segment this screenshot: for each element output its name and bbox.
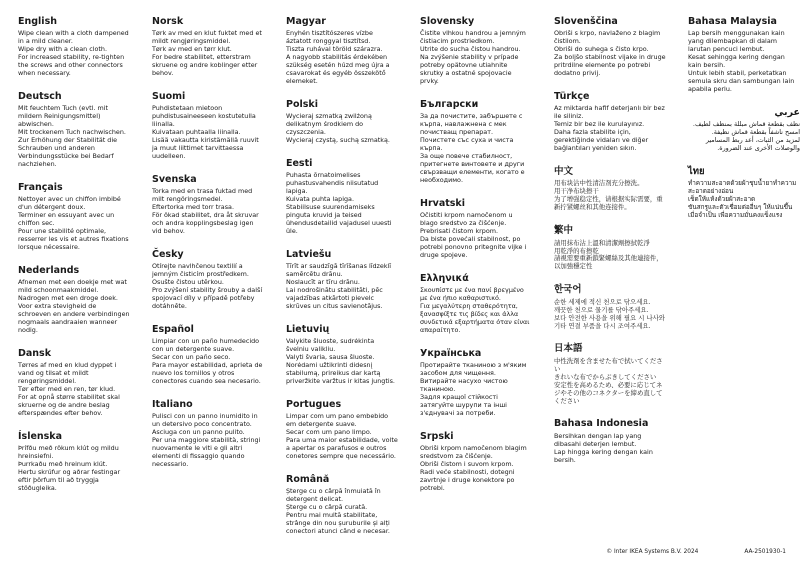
care-instruction-text: For bedre stabilitet, etterstram skruene og andre koblinger etter behov. (152, 53, 258, 78)
care-instruction-text: Șterge cu o cârpă curată. (286, 503, 368, 512)
language-heading-turkce: Türkçe (554, 91, 590, 103)
language-section-francais (18, 182, 130, 252)
language-heading-italiano: Italiano (152, 399, 193, 411)
language-section-english (18, 16, 130, 78)
care-instruction-text: Lap bersih menggunakan kain yang dilembapkan di dalam larutan pencuci lembut. (688, 29, 785, 54)
language-section-turkce (554, 91, 666, 153)
language-section-thai (688, 166, 800, 220)
language-section-arabic (688, 107, 800, 153)
care-instruction-text: Lisää vakautta kiristämällä ruuvit ja muut liittimet tarvittaessa uudelleen. (152, 136, 259, 161)
care-instruction-text: Σκουπίστε με ένα πανί βρεγμένο με ένα ήπιο καθαριστικό. (420, 286, 524, 303)
language-section-korean (554, 284, 666, 330)
care-instruction-text: Limpiar con un paño humedecido con un detergente suave. (152, 337, 260, 354)
care-instruction-text: Tørres af med en klud dyppet i vand og tilsat et mildt rengøringsmiddel. (18, 361, 117, 386)
care-instruction-text: Tiszta ruhával töröld szárazra. (286, 45, 383, 54)
care-instruction-text: Valykite šluoste, sudrėkinta švelniu valikliu. (286, 337, 375, 354)
care-instruction-text: Untuk lebih stabil, perketatkan semula skru dan sambungan lain apabila perlu. (688, 69, 795, 93)
language-section-bulgarski (420, 99, 532, 185)
language-section-suomi (152, 91, 264, 161)
care-instruction-text: Þurrkaðu með hreinum klút. (18, 460, 108, 469)
care-instruction-text: Wipe dry with a clean cloth. (18, 45, 108, 54)
language-heading-ellinika: Ελληνικά (420, 272, 469, 284)
care-instruction-text: Wycieraj szmatką zwilżoną delikatnym środkiem do czyszczenia. (286, 112, 372, 137)
language-section-norsk (152, 16, 264, 78)
language-section-bahasa-malaysia (688, 16, 800, 94)
language-section-polski (286, 99, 398, 145)
care-instruction-text: Lai nodrošinātu stabilitāti, pēc vajadzības atkārtoti pievelc skrūves un citus savienotājus. (286, 286, 383, 311)
care-instruction-text: ทำความสะอาดด้วยผ้าชุบน้ำยาทำความสะอาดอย่างอ่อน (688, 179, 797, 196)
care-instruction-text: Pro zvýšení stability šrouby a další spojovací díly v případě potřeby dotáhněte. (152, 286, 263, 311)
care-instruction-text: Wipe clean with a cloth dampened in a mild cleaner. (18, 29, 129, 46)
care-instruction-text: Mit feuchtem Tuch (evtl. mit mildem Reinigungsmittel) abwischen. (18, 104, 108, 129)
care-instruction-text: Terminer en essuyant avec un chiffon sec. (18, 211, 115, 228)
language-heading-polski: Polski (286, 98, 318, 110)
care-instruction-text: 安定性を高めるため、必要に応じてネジやその他のコネクターを締め直してください (554, 380, 663, 405)
language-section-bahasa-indonesia (554, 418, 666, 464)
care-instruction-text: Pour une stabilité optimale, resserrer les vis et autres fixations lorsque nécessaire. (18, 227, 129, 251)
document-number: AA-2501930-1 (744, 549, 786, 555)
language-section-latviesu (286, 249, 398, 311)
language-section-chinese-simplified (554, 166, 666, 212)
language-heading-hrvatski: Hrvatski (420, 197, 466, 209)
language-heading-bulgarski: Български (420, 98, 479, 110)
language-section-japanese (554, 343, 666, 405)
language-section-ukrainska (420, 348, 532, 418)
language-heading-eesti: Eesti (286, 158, 313, 170)
care-instruction-text: Задля кращої стійкості затягуйте шурупи та інші з'єднувачі за потреби. (420, 392, 507, 417)
care-instruction-text: Za boljšo stabilnost vijake in druge pritrdilne elemente po potrebi dodatno privij. (554, 53, 666, 78)
care-instruction-text: Valyti švaria, sausa šluoste. (286, 353, 375, 362)
care-instruction-text: 用乾淨的布擦乾 (554, 246, 599, 255)
language-section-italiano (152, 399, 264, 469)
language-heading-norsk: Norsk (152, 16, 184, 27)
care-instruction-text: 用布块沾中性清洁剂充分擦洗。 (554, 179, 644, 188)
language-section-deutsch (18, 91, 130, 169)
language-heading-latviesu: Latviešu (286, 248, 332, 260)
language-section-cesky (152, 249, 264, 311)
care-instruction-text: Obriši do suhega s čisto krpo. (554, 45, 649, 54)
language-heading-svenska: Svenska (152, 173, 197, 185)
language-section-eesti (286, 158, 398, 236)
care-instruction-text: Почистете със суха и чиста кърпа. (420, 136, 514, 153)
care-instruction-text: نظف بقطعة قماش مبللة بمنظف لطيف. (692, 120, 800, 129)
care-instruction-text: Prebrisati čistom krpom. (420, 227, 499, 236)
care-instruction-text: Nettoyer avec un chiffon imbibé d'un détergent doux. (18, 195, 121, 212)
language-heading-francais: Français (18, 181, 63, 193)
care-instruction-text: 中性洗剤を含ませた布で拭いてください (554, 356, 663, 373)
care-instruction-text: 用干净布块擦干 (554, 187, 599, 196)
care-instruction-text: Očistiti krpom namočenom u blago sredstvo za čišćenje. (420, 211, 513, 228)
care-instruction-text: Per una maggiore stabilità, stringi nuovamente le viti e gli altri elementi di fissaggio quando necessario. (152, 436, 261, 469)
care-instruction-text: Eftertorka med torr trasa. (152, 203, 234, 212)
care-instruction-text: Tør efter med en ren, tør klud. (18, 385, 116, 394)
care-instruction-text: Για μεγαλύτερη σταθερότητα, ξανασφίξτε τις βίδες και άλλα συνδετικά εξαρτήματα όταν είναι απαραίτητο. (420, 302, 530, 334)
language-heading-suomi: Suomi (152, 91, 186, 103)
care-instruction-text: Puhdistetaan mietoon puhdistusaineeseen kostutetulla liinalla. (152, 104, 256, 129)
language-section-romana (286, 474, 398, 536)
column-6 (688, 16, 800, 549)
care-instruction-text: 为了增强稳定性，请根据实际需要，重新拧紧螺丝和其他连接件。 (554, 195, 663, 212)
care-instruction-text: Noslaucīt ar tīru drānu. (286, 278, 360, 287)
language-section-hrvatski (420, 198, 532, 260)
language-section-svenska (152, 174, 264, 236)
copyright-text: © Inter IKEA Systems B.V. 2024 (606, 549, 699, 555)
care-instruction-text: Pentru mai multă stabilitate, strânge din nou șuruburile și alți conectori atunci când e necesar. (286, 511, 390, 536)
care-instruction-text: 請視需要重新鎖緊螺絲及其他連接件，以加強穩定性 (554, 254, 663, 271)
care-instruction-text: Bersihkan dengan lap yang dibasahi deterjen lembut. (554, 431, 642, 448)
care-instruction-text: Enyhén tisztítószeres vízbe áztatott ronggyal tisztítsd. (286, 29, 373, 46)
care-instruction-text: Pulisci con un panno inumidito in un detersivo poco concentrato. (152, 412, 258, 429)
column-4 (420, 16, 532, 549)
language-heading-srpski: Srpski (420, 430, 454, 442)
care-instruction-text: Wycieraj czystą, suchą szmatką. (286, 136, 390, 145)
language-section-portugues (286, 399, 398, 461)
care-instruction-text: Otírejte navlhčenou textilií a jemným čisticím prostředkem. (152, 262, 249, 279)
language-heading-romana: Română (286, 474, 330, 486)
language-section-dansk (18, 348, 130, 418)
care-instruction-text: Витирайте насухо чистою тканиною. (420, 377, 508, 394)
page-footer (606, 549, 786, 555)
care-instruction-text: Hertu skrúfur og aðrar festingar eftir þörfum til að tryggja stöðugleika. (18, 467, 121, 492)
language-heading-dansk: Dansk (18, 347, 52, 359)
language-heading-chinese-simplified: 中文 (554, 166, 574, 178)
care-instruction-text: Voor extra stevigheid de schroeven en andere verbindingen nogmaals aandraaien wanneer nodig. (18, 302, 130, 334)
language-heading-ukrainska: Українська (420, 347, 482, 359)
care-instruction-text: เช็ดให้แห้งด้วยผ้าสะอาด (688, 195, 756, 204)
language-heading-cesky: Česky (152, 248, 184, 260)
care-instruction-text: За да почистите, забършете с кърпа, навлажнена с мек почистващ препарат. (420, 112, 523, 137)
care-instruction-text: ขันสกรูและตัวเชื่อมต่ออื่นๆ ให้แน่นขึ้นเมื่อจำเป็น เพื่อความมั่นคงแข็งแรง (688, 203, 793, 220)
care-instruction-text: Para mayor estabilidad, aprieta de nuevo los tornillos y otros conectores cuando sea necesario. (152, 361, 263, 386)
language-heading-slovensky: Slovensky (420, 16, 475, 27)
care-instruction-text: لمزيد من الثبات، أعد ربط المسامير والوصلات الأخرى عند الضرورة. (705, 136, 800, 153)
language-heading-thai: ไทย (688, 166, 705, 178)
care-instruction-text: Osušte čistou utěrkou. (152, 278, 224, 287)
care-instruction-text: Na zvýšenie stability v prípade potreby opätovne utiahnite skrutky a ostatné spojovacie prvky. (420, 53, 519, 86)
care-instruction-text: きれいな布でからぶきしてください (554, 372, 657, 381)
column-2 (152, 16, 264, 549)
care-instruction-text: Zur Erhöhung der Stabilität die Schrauben und anderen Verbindungsstücke bei Bedarf nachziehen. (18, 136, 118, 168)
language-section-slovensky (420, 16, 532, 86)
care-instruction-text: Para uma maior estabilidade, volte a apertar os parafusos e outros conetores sempre que necessário. (286, 436, 398, 461)
language-heading-nederlands: Nederlands (18, 264, 80, 276)
language-section-slovenscina (554, 16, 666, 78)
care-instruction-text: For at opnå større stabilitet skal skruerne og de andre beslag efterspændes efter behov. (18, 392, 120, 417)
language-heading-lietuviu: Lietuvių (286, 324, 330, 335)
care-instruction-text: Tīrīt ar saudzīgā tīrīšanas līdzeklī samērcētu drānu. (286, 262, 392, 279)
care-instruction-text: Limpar com um pano embebido em detergente suave. (286, 412, 389, 429)
language-heading-bahasa-malaysia: Bahasa Malaysia (688, 16, 777, 27)
column-1 (18, 16, 130, 549)
care-instruction-text: Þrífðu með rökum klút og mildu hreinsiefni. (18, 444, 119, 461)
care-instruction-text: Puhasta õrnatoimelises puhastusvahendis niisutatud lapiga. (286, 171, 379, 196)
care-instruction-text: Obriši čistom i suvom krpom. (420, 460, 514, 469)
care-instruction-text: Radi veće stabilnosti, dotegni zavrtnje i druge konektore po potrebi. (420, 467, 515, 492)
language-heading-espanol: Español (152, 324, 194, 335)
language-section-nederlands (18, 265, 130, 335)
language-heading-slovenscina: Slovenščina (554, 16, 618, 27)
care-instruction-text: Kuivata puhta lapiga. (286, 195, 354, 204)
care-instruction-text: 請用抹布沾上溫和清潔劑擦拭乾淨 (554, 238, 650, 247)
language-heading-portugues: Portugues (286, 399, 342, 411)
language-section-ellinika (420, 273, 532, 335)
care-instruction-text: 보다 안전한 사용을 위해 필요 시 나사와 기타 연결 부품을 다시 조여주세요. (554, 313, 665, 330)
care-instruction-text: Asciuga con un panno pulito. (152, 428, 245, 437)
language-heading-deutsch: Deutsch (18, 91, 62, 103)
language-heading-arabic: عربي (774, 106, 800, 118)
care-instruction-text: Obriši krpom namočenom blagim sredstvom za čišćenje. (420, 444, 527, 461)
care-instruction-text: Secar con un paño seco. (152, 353, 231, 362)
care-instruction-text: Lap hingga kering dengan kain bersih. (554, 447, 653, 464)
language-section-lietuviu (286, 324, 398, 386)
care-instruction-text: 깨끗한 천으로 물기를 닦아주세요. (554, 305, 649, 314)
care-instruction-text: За още повече стабилност, притегнете винтовете и други свързващи елементи, когато е необходимо. (420, 152, 525, 184)
care-instruction-text: Протирайте тканиною з м'яким засобом для чищення. (420, 361, 527, 378)
care-instruction-text: Čistite vlhkou handrou a jemným čistiacim prostriedkom. (420, 29, 526, 46)
language-heading-chinese-traditional: 繁中 (554, 225, 574, 237)
care-instruction-text: Tørk av med en klut fuktet med et mildt rengjøringsmiddel. (152, 29, 262, 46)
care-instruction-text: Kesat sehingga kering dengan kain bersih. (688, 53, 785, 70)
care-instruction-text: Utrite do sucha čistou handrou. (420, 45, 521, 54)
language-section-magyar (286, 16, 398, 86)
language-section-chinese-traditional (554, 225, 666, 271)
care-instruction-text: Temiz bir bez ile kurulayınız. (554, 120, 645, 129)
language-heading-japanese: 日本語 (554, 343, 583, 355)
language-heading-english: English (18, 16, 57, 27)
column-3 (286, 16, 398, 549)
care-instruction-text: Stabiilsuse suurendamiseks pinguta kruvid ja teised ühendusdetailid vajadusel uuesti üle. (286, 203, 392, 236)
care-instruction-text: Secar com um pano limpo. (286, 428, 372, 437)
language-heading-magyar: Magyar (286, 16, 326, 27)
care-instruction-text: Afnemen met een doekje met wat mild schoonmaakmiddel. (18, 278, 127, 295)
care-instruction-text: امسح ناشفاً بقطعة قماش نظيفة. (711, 128, 800, 137)
language-heading-korean: 한국어 (554, 284, 582, 296)
care-instruction-text: Az miktarda hafif deterjanlı bir bez ile siliniz. (554, 104, 665, 121)
care-instruction-text: Daha fazla stabilite için, gerektiğinde vidaları ve diğer bağlantıları yeniden sıkın. (554, 128, 649, 153)
care-instruction-text: Șterge cu o cârpă înmuiată în detergent delicat. (286, 487, 381, 504)
care-instruction-text: A nagyobb stabilitás érdekében szükség esetén húzd meg újra a csavarokat és egyéb összekötő elemeket. (286, 53, 390, 86)
care-instruction-text: 순한 세제에 적신 천으로 닦으세요. (554, 297, 651, 306)
care-instruction-text: Kuivataan puhtaalla liinalla. (152, 128, 241, 137)
language-heading-bahasa-indonesia: Bahasa Indonesia (554, 418, 649, 430)
language-heading-islenska: Íslenska (18, 430, 63, 442)
care-instruction-text: Mit trockenem Tuch nachwischen. (18, 128, 126, 137)
care-instruction-text: Obriši s krpo, navlaženo z blagim čistilom. (554, 29, 661, 46)
care-instruction-text: Norėdami užtikrinti didesnį stabilumą, prireikus dar kartą priveržkite varžtus ir kitas jungtis. (286, 361, 395, 386)
care-instruction-text: Torka med en trasa fuktad med milt rengöringsmedel. (152, 187, 253, 204)
care-instruction-text: Da biste povećali stabilnost, po potrebi ponovno pritegnite vijke i druge spojeve. (420, 234, 527, 259)
language-section-islenska (18, 431, 130, 493)
care-instruction-text: För ökad stabilitet, dra åt skruvar och andra kopplingsbeslag igen vid behov. (152, 211, 259, 236)
care-instruction-text: Tørk av med en tørr klut. (152, 45, 232, 54)
care-instruction-text: Nadrogen met een droge doek. (18, 294, 118, 303)
language-section-espanol (152, 324, 264, 386)
column-5 (554, 16, 666, 549)
language-section-srpski (420, 431, 532, 493)
care-instruction-text: For increased stability, re-tighten the screws and other connectors when necessary. (18, 53, 125, 78)
